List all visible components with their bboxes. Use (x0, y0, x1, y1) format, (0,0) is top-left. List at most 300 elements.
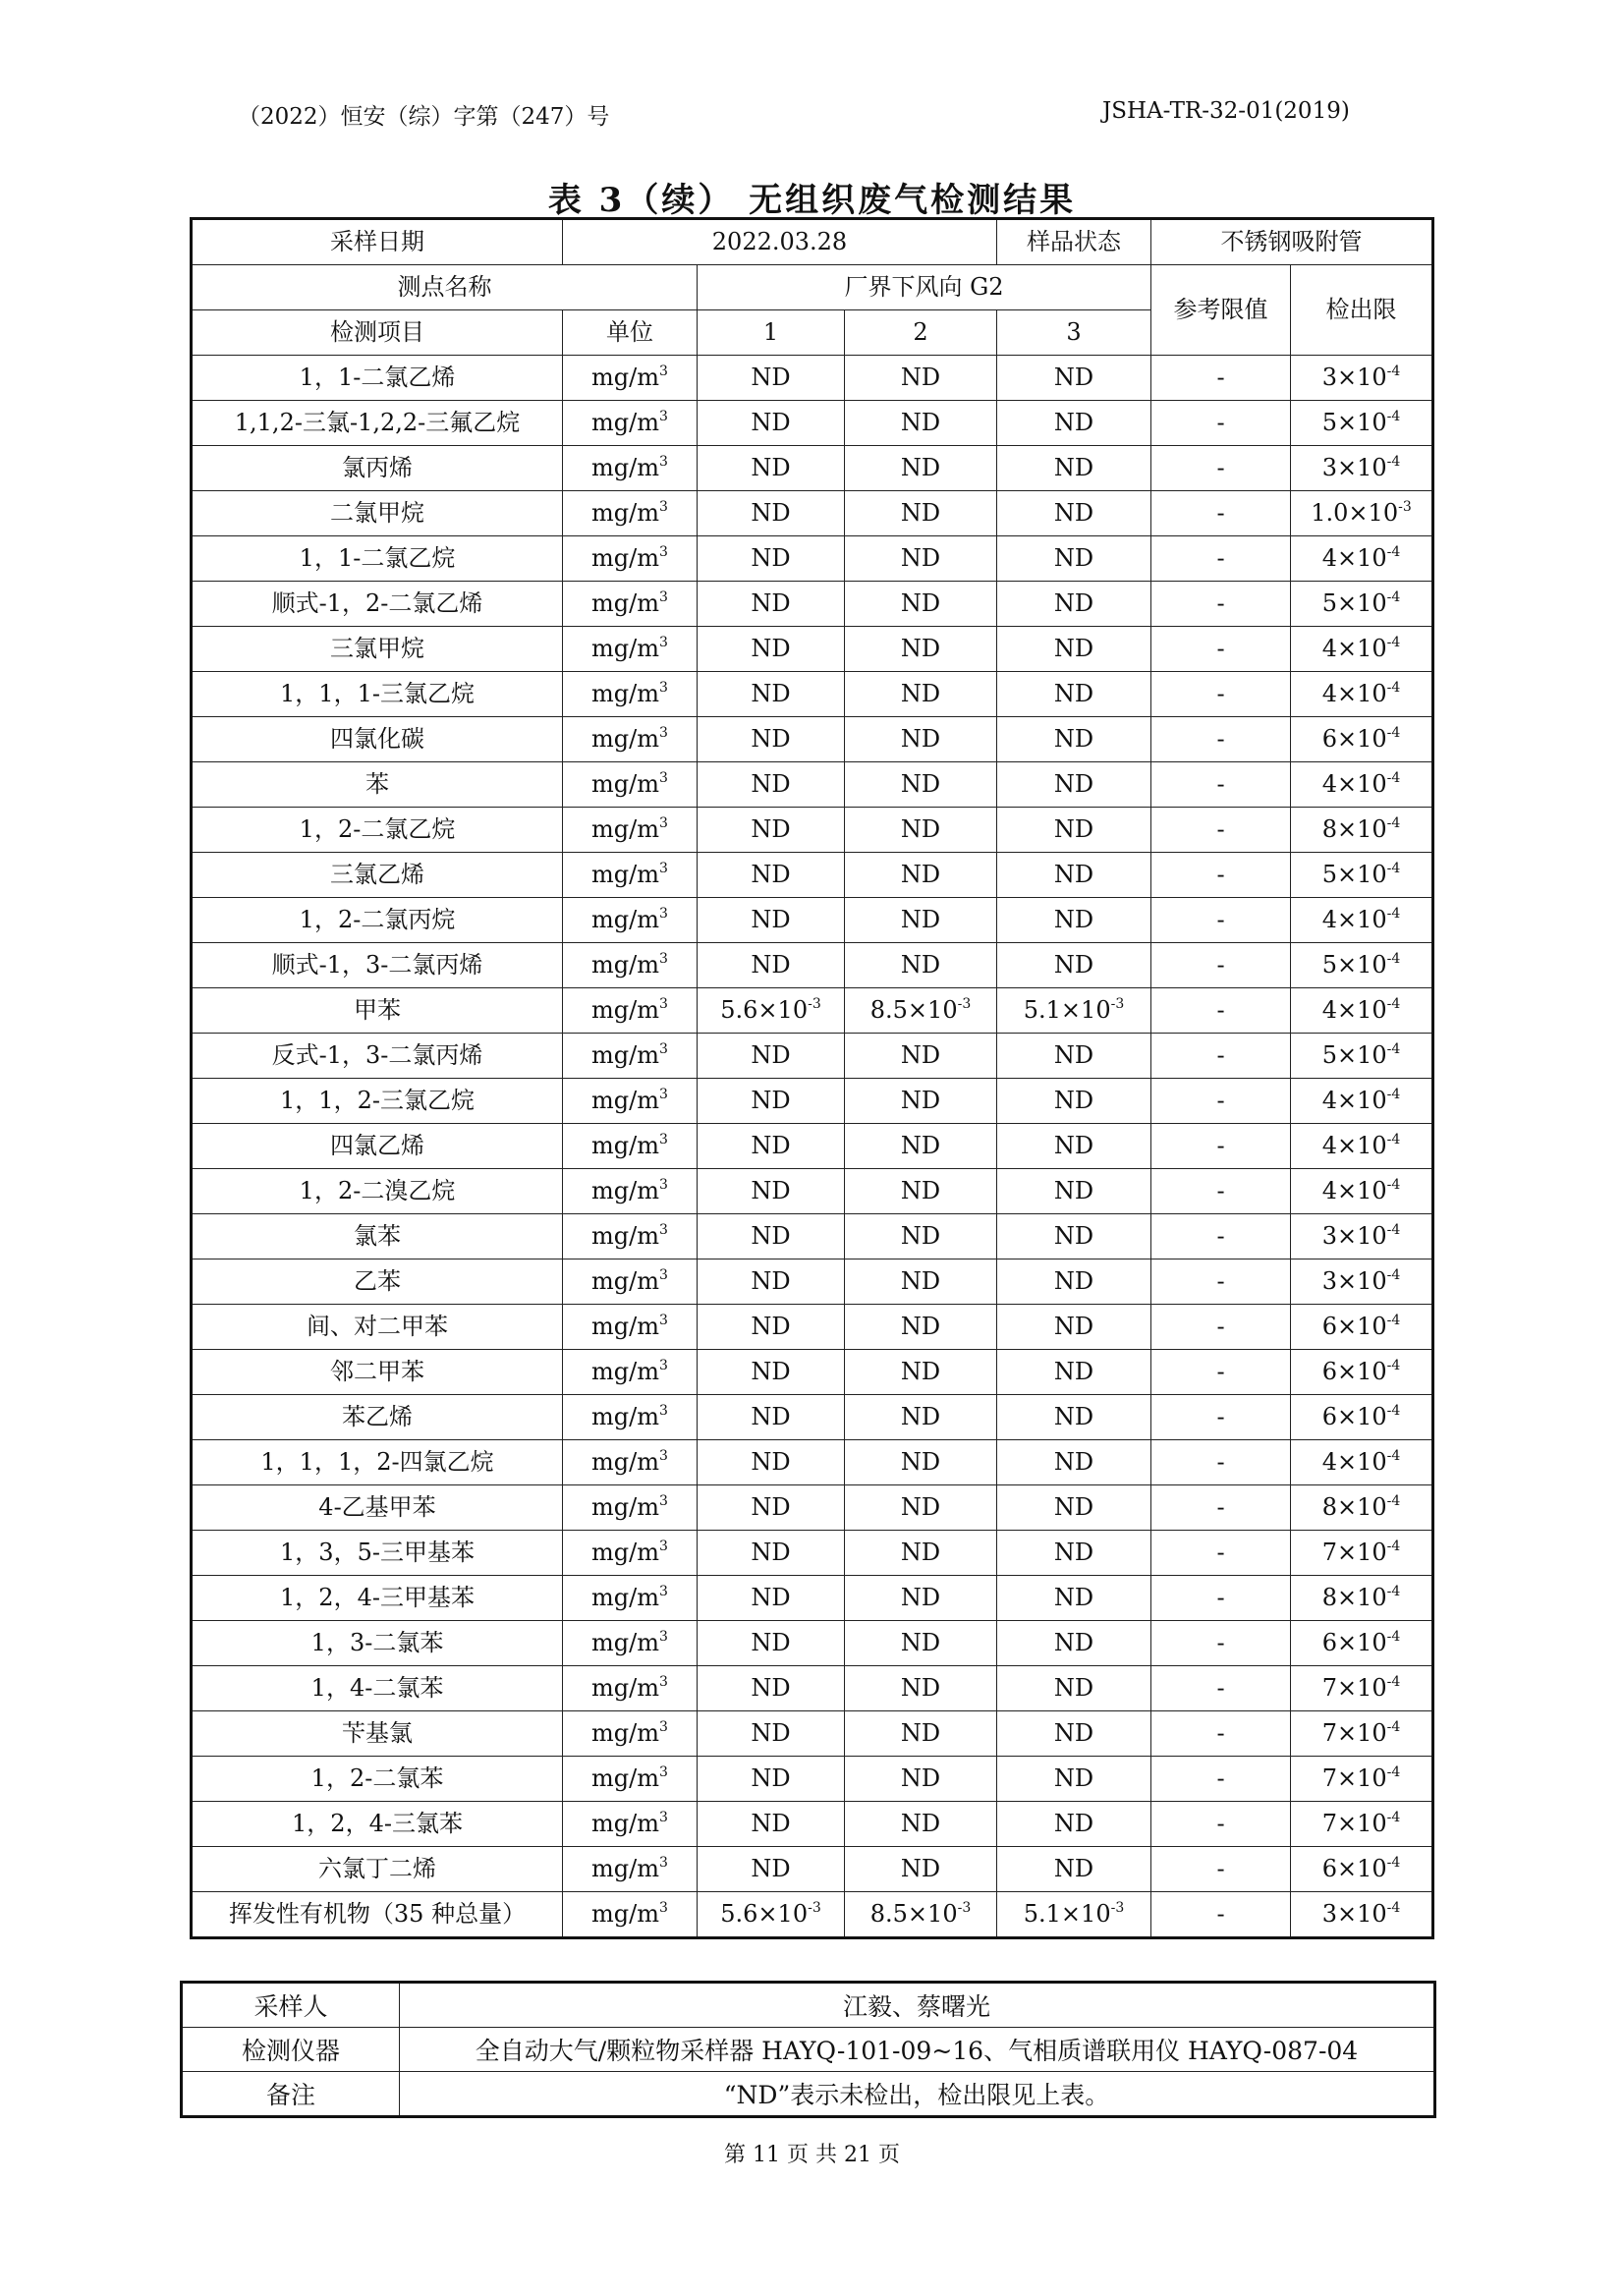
sample-col-3: 3 (997, 310, 1151, 356)
sample-3-value (997, 356, 1151, 401)
sample-2-value (845, 1621, 997, 1666)
detect-limit-label: 检出限 (1291, 265, 1433, 356)
detection-limit-exponent: -4 (1386, 1584, 1401, 1600)
detection-limit-exponent: -4 (1386, 1267, 1401, 1284)
analyte-name: 4-乙基甲苯 (192, 1485, 563, 1531)
reference-limit: - (1151, 762, 1291, 808)
analyte-name: 挥发性有机物（35 种总量） (192, 1892, 563, 1938)
table-row (192, 1305, 1433, 1350)
sample-2-value (845, 1485, 997, 1531)
table-row (192, 356, 1433, 401)
analyte-name: 1，2-二氯丙烷 (192, 898, 563, 943)
unit-cell-exponent: 3 (659, 1087, 668, 1103)
sample-3-value-base: ND (1053, 861, 1094, 889)
detection-limit-base: 3×10 (1321, 1900, 1387, 1929)
detection-limit-base: 6×10 (1321, 1358, 1387, 1386)
reference-limit: - (1151, 1621, 1291, 1666)
unit-cell-base: mg/m (591, 906, 660, 934)
analyte-name: 1，1，1，2-四氯乙烷 (192, 1440, 563, 1485)
unit-cell-exponent: 3 (659, 544, 668, 561)
detection-limit-exponent: -4 (1386, 1132, 1401, 1148)
table-row (192, 1892, 1433, 1938)
detection-limit-exponent: -4 (1386, 1358, 1401, 1374)
table-row (192, 582, 1433, 627)
detection-limit (1291, 1079, 1433, 1124)
sampler-label: 采样人 (182, 1983, 400, 2028)
unit-cell (563, 1892, 698, 1938)
detection-limit-exponent: -3 (1398, 499, 1412, 516)
sampling-date-label: 采样日期 (192, 219, 563, 265)
point-name: 厂界下风向 G2 (698, 265, 1151, 310)
sample-3-value (997, 401, 1151, 446)
detection-limit (1291, 943, 1433, 988)
table-row (192, 1079, 1433, 1124)
form-code: JSHA-TR-32-01(2019) (1102, 98, 1350, 124)
unit-cell (563, 853, 698, 898)
detection-limit (1291, 356, 1433, 401)
sample-1-value-base: 5.6×10 (720, 996, 809, 1025)
unit-cell (563, 1169, 698, 1214)
sample-1-value-base: ND (751, 1403, 791, 1431)
detection-limit-base: 1.0×10 (1311, 499, 1399, 528)
sample-2-value-base: 8.5×10 (869, 996, 958, 1025)
unit-cell (563, 808, 698, 853)
sample-3-value-base: ND (1053, 1267, 1094, 1296)
detection-limit-exponent: -4 (1386, 544, 1401, 561)
table-row (192, 1124, 1433, 1169)
unit-cell-base: mg/m (591, 1629, 660, 1657)
unit-cell-exponent: 3 (659, 1674, 668, 1691)
sample-2-value (845, 1214, 997, 1259)
unit-cell-exponent: 3 (659, 1403, 668, 1420)
sample-2-value-base: ND (900, 951, 941, 980)
sample-1-value (698, 1847, 845, 1892)
header-row-point (192, 265, 1433, 310)
table-row (192, 898, 1433, 943)
sample-1-value (698, 1757, 845, 1802)
sample-1-value (698, 898, 845, 943)
sample-2-value-base: ND (900, 544, 941, 573)
reference-limit: - (1151, 1034, 1291, 1079)
detection-limit-base: 5×10 (1321, 951, 1387, 980)
table-row (192, 1802, 1433, 1847)
detection-limit (1291, 1711, 1433, 1757)
analyte-name: 二氯甲烷 (192, 491, 563, 536)
detection-limit-base: 6×10 (1321, 725, 1387, 754)
unit-cell (563, 1847, 698, 1892)
point-name-label: 测点名称 (192, 265, 698, 310)
sample-1-value-base: ND (751, 1674, 791, 1703)
sample-1-value-base: ND (751, 1584, 791, 1612)
sample-1-value (698, 491, 845, 536)
detection-limit-exponent: -4 (1386, 364, 1401, 380)
table-row (192, 1440, 1433, 1485)
sample-1-value-base: ND (751, 1358, 791, 1386)
sample-2-value (845, 356, 997, 401)
table-row (192, 1350, 1433, 1395)
sample-2-value (845, 1350, 997, 1395)
unit-cell-exponent: 3 (659, 996, 668, 1013)
sample-1-value (698, 627, 845, 672)
detection-limit (1291, 717, 1433, 762)
detection-limit-exponent: -4 (1386, 1448, 1401, 1465)
analyte-name: 顺式-1，2-二氯乙烯 (192, 582, 563, 627)
instrument-row (182, 2028, 1435, 2072)
sample-1-value (698, 1440, 845, 1485)
unit-cell-base: mg/m (591, 1358, 660, 1386)
sample-1-value (698, 446, 845, 491)
unit-cell-exponent: 3 (659, 951, 668, 968)
sampler-value: 江毅、蔡曙光 (400, 1983, 1435, 2028)
header-row-date (192, 219, 1433, 265)
detection-limit (1291, 446, 1433, 491)
unit-cell-exponent: 3 (659, 1222, 668, 1239)
ref-limit-label: 参考限值 (1151, 265, 1291, 356)
detection-limit-base: 4×10 (1321, 906, 1387, 934)
sample-1-value (698, 1214, 845, 1259)
unit-cell-exponent: 3 (659, 680, 668, 697)
sample-3-value-base: ND (1053, 589, 1094, 618)
detection-limit-base: 7×10 (1321, 1674, 1387, 1703)
detection-limit-exponent: -4 (1386, 454, 1401, 471)
unit-cell-base: mg/m (591, 996, 660, 1025)
sample-3-value-base: ND (1053, 770, 1094, 799)
detection-limit-exponent: -4 (1386, 1177, 1401, 1194)
sample-2-value (845, 1124, 997, 1169)
sample-1-value-base: ND (751, 770, 791, 799)
sample-3-value (997, 1079, 1151, 1124)
sample-2-value-base: ND (900, 1719, 941, 1748)
sample-3-value-exponent: -3 (1110, 996, 1125, 1013)
sample-2-value-base: ND (900, 906, 941, 934)
detection-limit-base: 3×10 (1321, 1222, 1387, 1251)
sample-2-value-base: ND (900, 1448, 941, 1477)
sample-2-value-base: ND (900, 1041, 941, 1070)
item-label: 检测项目 (192, 310, 563, 356)
sample-1-value (698, 1802, 845, 1847)
detection-limit-base: 6×10 (1321, 1403, 1387, 1431)
unit-cell (563, 356, 698, 401)
unit-cell-exponent: 3 (659, 1900, 668, 1917)
detection-limit-exponent: -4 (1386, 1764, 1401, 1781)
table-row (192, 1259, 1433, 1305)
sample-3-value-base: ND (1053, 635, 1094, 663)
sample-1-value-base: ND (751, 1539, 791, 1567)
sample-3-value-base: ND (1053, 1222, 1094, 1251)
analyte-name: 1，1，1-三氯乙烷 (192, 672, 563, 717)
sample-1-value-base: ND (751, 1087, 791, 1115)
unit-cell-base: mg/m (591, 1313, 660, 1341)
sample-1-value (698, 762, 845, 808)
reference-limit: - (1151, 491, 1291, 536)
detection-limit-base: 4×10 (1321, 680, 1387, 708)
detection-limit (1291, 1169, 1433, 1214)
detection-limit (1291, 1666, 1433, 1711)
sample-3-value (997, 762, 1151, 808)
detection-limit-exponent: -4 (1386, 1719, 1401, 1736)
sample-2-value-base: ND (900, 499, 941, 528)
detection-limit (1291, 491, 1433, 536)
sample-1-value-base: ND (751, 1313, 791, 1341)
sample-2-value (845, 401, 997, 446)
analyte-name: 苄基氯 (192, 1711, 563, 1757)
detection-limit-base: 7×10 (1321, 1764, 1387, 1793)
analyte-name: 1，1-二氯乙烷 (192, 536, 563, 582)
table-row (192, 627, 1433, 672)
sample-1-value (698, 988, 845, 1034)
unit-cell-base: mg/m (591, 1177, 660, 1205)
detection-limit-base: 8×10 (1321, 1493, 1387, 1522)
unit-cell-base: mg/m (591, 544, 660, 573)
unit-cell (563, 1395, 698, 1440)
unit-cell (563, 1350, 698, 1395)
sampler-row (182, 1983, 1435, 2028)
sample-3-value-base: ND (1053, 1177, 1094, 1205)
detection-limit-exponent: -4 (1386, 951, 1401, 968)
unit-cell (563, 1034, 698, 1079)
unit-cell-base: mg/m (591, 1041, 660, 1070)
sample-1-value-base: ND (751, 815, 791, 844)
sample-2-value-base: ND (900, 1810, 941, 1838)
detection-limit-base: 5×10 (1321, 589, 1387, 618)
sample-3-value (997, 627, 1151, 672)
detection-limit-exponent: -4 (1386, 680, 1401, 697)
sample-1-value (698, 1305, 845, 1350)
reference-limit: - (1151, 988, 1291, 1034)
sample-2-value (845, 898, 997, 943)
sample-1-value (698, 1711, 845, 1757)
sample-2-value (845, 1757, 997, 1802)
sample-3-value (997, 1802, 1151, 1847)
table-row (192, 1847, 1433, 1892)
detection-limit-base: 6×10 (1321, 1629, 1387, 1657)
unit-cell (563, 898, 698, 943)
sample-3-value-base: 5.1×10 (1023, 1900, 1111, 1929)
table-row (192, 401, 1433, 446)
sample-3-value (997, 1034, 1151, 1079)
sample-2-value-base: ND (900, 454, 941, 482)
footer-table (180, 1981, 1436, 2118)
unit-cell (563, 1259, 698, 1305)
sample-1-value (698, 1485, 845, 1531)
sample-3-value (997, 1485, 1151, 1531)
reference-limit: - (1151, 356, 1291, 401)
table-row (192, 988, 1433, 1034)
sample-3-value (997, 582, 1151, 627)
detection-limit-base: 7×10 (1321, 1539, 1387, 1567)
detection-limit-exponent: -4 (1386, 1222, 1401, 1239)
sample-1-value-exponent: -3 (808, 996, 821, 1013)
analyte-name: 氯苯 (192, 1214, 563, 1259)
sample-3-value (997, 1621, 1151, 1666)
sample-1-value-base: ND (751, 1448, 791, 1477)
unit-cell-base: mg/m (591, 1132, 660, 1160)
detection-limit (1291, 1350, 1433, 1395)
detection-limit (1291, 762, 1433, 808)
sample-1-value (698, 1169, 845, 1214)
sample-1-value (698, 1034, 845, 1079)
unit-cell-base: mg/m (591, 1584, 660, 1612)
analyte-name: 苯 (192, 762, 563, 808)
table-row (192, 1576, 1433, 1621)
unit-cell-exponent: 3 (659, 1764, 668, 1781)
sample-3-value (997, 491, 1151, 536)
unit-cell-exponent: 3 (659, 1719, 668, 1736)
unit-cell-exponent: 3 (659, 1629, 668, 1646)
sample-1-value-base: ND (751, 1222, 791, 1251)
analyte-name: 反式-1，3-二氯丙烯 (192, 1034, 563, 1079)
sample-3-value (997, 1666, 1151, 1711)
sample-3-value (997, 1440, 1151, 1485)
sample-1-value (698, 808, 845, 853)
analyte-name: 1，2-二氯苯 (192, 1757, 563, 1802)
sample-1-value (698, 1621, 845, 1666)
unit-cell (563, 988, 698, 1034)
analyte-name: 甲苯 (192, 988, 563, 1034)
sample-col-1: 1 (698, 310, 845, 356)
sample-2-value (845, 1802, 997, 1847)
table-row (192, 1666, 1433, 1711)
sample-1-value (698, 1892, 845, 1938)
sample-3-value (997, 1169, 1151, 1214)
sample-3-value-base: ND (1053, 1629, 1094, 1657)
unit-cell-base: mg/m (591, 1493, 660, 1522)
sample-1-value-base: ND (751, 1041, 791, 1070)
sample-2-value (845, 717, 997, 762)
sample-3-value-base: ND (1053, 1358, 1094, 1386)
sample-2-value-base: ND (900, 364, 941, 392)
reference-limit: - (1151, 401, 1291, 446)
sample-state: 不锈钢吸附管 (1151, 219, 1433, 265)
unit-cell-exponent: 3 (659, 725, 668, 742)
unit-cell-base: mg/m (591, 1267, 660, 1296)
sample-3-value (997, 1757, 1151, 1802)
detection-limit (1291, 582, 1433, 627)
analyte-name: 1，2，4-三氯苯 (192, 1802, 563, 1847)
unit-cell-base: mg/m (591, 1087, 660, 1115)
analyte-name: 1，4-二氯苯 (192, 1666, 563, 1711)
sample-2-value-base: ND (900, 861, 941, 889)
sample-2-value (845, 1576, 997, 1621)
unit-cell (563, 1124, 698, 1169)
unit-cell-exponent: 3 (659, 1358, 668, 1374)
sample-2-value-base: ND (900, 1493, 941, 1522)
reference-limit: - (1151, 1305, 1291, 1350)
unit-cell (563, 1757, 698, 1802)
sample-3-value-base: ND (1053, 409, 1094, 437)
detection-limit-exponent: -4 (1386, 1855, 1401, 1872)
reference-limit: - (1151, 1440, 1291, 1485)
table-row (192, 446, 1433, 491)
reference-limit: - (1151, 1847, 1291, 1892)
sample-1-value (698, 1350, 845, 1395)
reference-limit: - (1151, 717, 1291, 762)
sample-1-value-base: ND (751, 1855, 791, 1883)
reference-limit: - (1151, 1711, 1291, 1757)
sample-2-value-base: ND (900, 589, 941, 618)
sample-3-value-base: ND (1053, 725, 1094, 754)
sample-1-value-base: ND (751, 364, 791, 392)
sample-1-value (698, 1395, 845, 1440)
table-row (192, 491, 1433, 536)
sample-2-value-exponent: -3 (957, 1900, 972, 1917)
sample-1-value-base: ND (751, 951, 791, 980)
sample-3-value-base: ND (1053, 815, 1094, 844)
reference-limit: - (1151, 1395, 1291, 1440)
reference-limit: - (1151, 808, 1291, 853)
sample-1-value-base: ND (751, 589, 791, 618)
unit-cell-exponent: 3 (659, 589, 668, 606)
detection-limit-base: 4×10 (1321, 1087, 1387, 1115)
unit-cell (563, 401, 698, 446)
sample-3-value (997, 1214, 1151, 1259)
sample-3-value-base: ND (1053, 1493, 1094, 1522)
unit-cell (563, 1214, 698, 1259)
sample-3-value (997, 898, 1151, 943)
unit-cell-base: mg/m (591, 1810, 660, 1838)
sample-2-value-base: ND (900, 1177, 941, 1205)
sample-2-value (845, 1395, 997, 1440)
table-row (192, 1757, 1433, 1802)
sample-2-value-base: ND (900, 1087, 941, 1115)
detection-limit-exponent: -4 (1386, 725, 1401, 742)
unit-cell (563, 1305, 698, 1350)
sample-1-value-base: ND (751, 409, 791, 437)
sample-3-value (997, 1305, 1151, 1350)
instrument-value: 全自动大气/颗粒物采样器 HAYQ-101-09~16、气相质谱联用仪 HAYQ-087-04 (400, 2028, 1435, 2072)
sample-1-value-base: ND (751, 544, 791, 573)
reference-limit: - (1151, 1802, 1291, 1847)
sample-1-value (698, 356, 845, 401)
unit-cell-exponent: 3 (659, 1132, 668, 1148)
detection-limit-exponent: -4 (1386, 815, 1401, 832)
unit-cell (563, 582, 698, 627)
analyte-name: 1,1,2-三氯-1,2,2-三氟乙烷 (192, 401, 563, 446)
analyte-name: 1，3-二氯苯 (192, 1621, 563, 1666)
detection-limit (1291, 1802, 1433, 1847)
detection-limit-exponent: -4 (1386, 1810, 1401, 1826)
detection-limit-exponent: -4 (1386, 1087, 1401, 1103)
analyte-name: 邻二甲苯 (192, 1350, 563, 1395)
unit-cell (563, 536, 698, 582)
sample-1-value-base: ND (751, 1810, 791, 1838)
unit-cell-base: mg/m (591, 1539, 660, 1567)
sample-2-value (845, 1034, 997, 1079)
detection-limit-exponent: -4 (1386, 861, 1401, 877)
reference-limit: - (1151, 1259, 1291, 1305)
sample-2-value-base: ND (900, 1539, 941, 1567)
detection-limit (1291, 1034, 1433, 1079)
unit-cell-base: mg/m (591, 1719, 660, 1748)
detection-limit-base: 6×10 (1321, 1313, 1387, 1341)
instrument-label: 检测仪器 (182, 2028, 400, 2072)
sample-2-value (845, 1440, 997, 1485)
unit-cell-base: mg/m (591, 1674, 660, 1703)
table-row (192, 1531, 1433, 1576)
analyte-name: 四氯化碳 (192, 717, 563, 762)
detection-limit-exponent: -4 (1386, 1539, 1401, 1555)
unit-cell-base: mg/m (591, 499, 660, 528)
sample-1-value (698, 1079, 845, 1124)
unit-cell-base: mg/m (591, 951, 660, 980)
analyte-name: 1，2，4-三甲基苯 (192, 1576, 563, 1621)
analyte-name: 顺式-1，3-二氯丙烯 (192, 943, 563, 988)
sample-2-value-base: ND (900, 1629, 941, 1657)
sample-state-label: 样品状态 (997, 219, 1151, 265)
unit-cell-exponent: 3 (659, 1584, 668, 1600)
analyte-name: 苯乙烯 (192, 1395, 563, 1440)
sample-3-value (997, 1847, 1151, 1892)
